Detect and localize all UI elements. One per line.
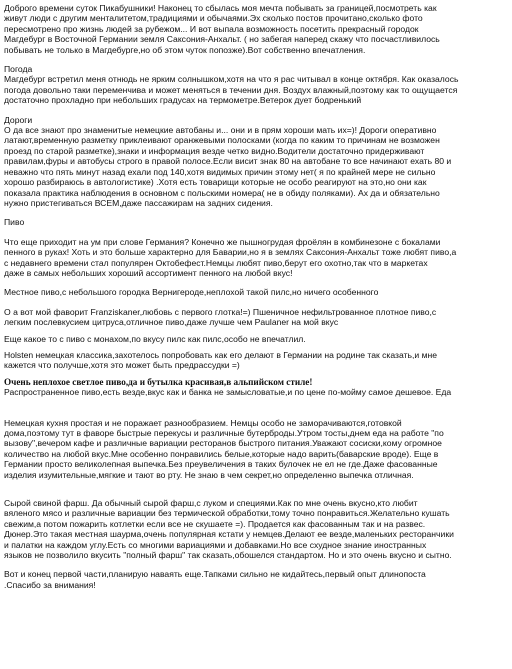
closing-paragraph: Вот и конец первой части,планирую наваять еще.Тапками сильно не кидайтесь,первый опыт длинопоста .Спасибо за внимания!: [4, 569, 426, 590]
holsten-caption: Holsten немецкая классика,захотелось попробовать как его делают в Германии на родине так сказать,и мне кажется что получше,хотя это может быть предрассудки =): [4, 349, 438, 371]
common-beer-caption: Распространенное пиво,есть везде,вкус как и банка не замысловатые,и по цене по-мойму самое дешевое. Еда: [4, 387, 452, 398]
minced-pork-section: Сырой свиной фарш. Да обычный сырой фарш,с луком и специями.Как по мне очень вкусно,кто любит вяленого мясо и различные вариации без термической обработки,тому точно понравиться.Желательно кушать свежим,а потом пожарить котлетки если все не скушаете =). Продается как фасованным так и на развес. Дюнер.Это такая местная шаурма,очень популярная кстати у немцев.Делают ее везде,маленьких ресторанчики и палатки на каждом углу.Есть со многими вариациями и добавками.Но все схудное знание иностранных языков не позволило вкусить "полный фарш" так сказать,обошелся стандартом. Но и это очень вкусно и сытно.: [4, 498, 454, 561]
beer-heading: Пиво: [4, 217, 25, 228]
weather-section: Погода Магдебург встретил меня отнюдь не ярким солнышком,хотя на что я рас читывал в конце октября. Как оказалось погода довольно таки переменчива и может меняться в течении дня. Воздух влажный,поэтому как то ощущается достаточно прохладно при небольших градусах на термометре.Ветерок дует бодренький: [4, 64, 459, 106]
monk-beer-caption: Еще какое то с пиво с монахом,по вкусу пилс как пилс,особо не впечатлил.: [4, 333, 306, 344]
beer-intro-paragraph: Что еще приходит на ум при слове Германия? Конечно же пышногрудая фроёлян в комбинезоне с бокалами пенного в руках! Хоть и это больше характерно для Баварии,но я в землях Саксония-Анхальт тоже любят пиво,а с недавнего времени стал популярен Октобефест.Немцы любят пиво,берут его охотно,так что в маркетах даже в самых небольших хороший ассортимент пенного на любой вкус!: [4, 236, 457, 278]
local-beer-caption: Местное пиво,с небольшого городка Вернигероде,неплохой такой пилс,но ничего особенного: [4, 287, 379, 298]
intro-paragraph: Доброго времени суток Пикабушники! Наконец то сбылась моя мечта побывать за границей,посмотреть как живут люди с другим менталитетом,традициями и обычаями.Эх сколько постов прочитано,сколько фото пересмотрено про жизнь людей за рубежом... И вот выпала возможность посетить прекрасный городок Магдебург в Восточной Германии земля Саксония-Анхальт. ( но забегая наперед скажу что посчастливилось побывать не только в Магдебурге,но об этом чуток попозже).Вот собственно впечатления.: [4, 3, 440, 55]
food-section: Немецкая кухня простая и не поражает разнообразием. Немцы особо не заморачиваются,готовкой дома,поэтому тут в фаворе быстрые перекусы и различные бутерброды.Утром тосты,днем еда на работе "по вызову",вечером кафе и различные вариации ресторанов быстрого питания.Уважают сосиски,кому огромное количество на любой вкус.Мне особенно понравились белые,которые надо варить(баварские вроде). Еще в Германии просто великолепная выпечка.Без преувеличения в таких булочек не ел не где.Даже фасованные изделия изумительные,мягкие и тают во рту. Не знаю в чем секрет,но определенно выпечка отличная.: [4, 417, 444, 480]
franziskaner-caption: О а вот мой фаворит Franziskaner,любовь с первого глотка!=) Пшеничное нефильтрованное плотное пиво,с легким послевкусием цитруса,отличное пиво,даже лучше чем Paulaner на мой вкус: [4, 306, 437, 328]
light-beer-caption: Очень неплохое светлое пиво,да и бутылка красивая,в альпийском стиле!: [4, 376, 313, 387]
roads-section: Дороги О да все знают про знаменитые немецкие автобаны и... они и в прям хороши мать их=)! Дороги оперативно латают,временную разметку приклеивают оранжевыми полосками (когда по каким то причинам не возможен проезд по старой разметке),знаки и информация везде четко видно.Водители достаточно придерживают правилам,фуры и автобусы строго в правой полосе.Если висит знак 80 на автобане то все начинают ехать 80 и неважно что пять минут назад ехали под 140,хотя видимых причин этому нет( я по крайней мере не сильно хорошо разбираюсь в автологистике) .Хотя есть товарищи которые не особо реагируют на это,но они как показала практика наблюдения в основном с польскими номера( не в обиду поляками). Ах да и обязательно нужно пристегиваться ВСЕМ,даже пассажирам на задних сидения.: [4, 114, 452, 208]
